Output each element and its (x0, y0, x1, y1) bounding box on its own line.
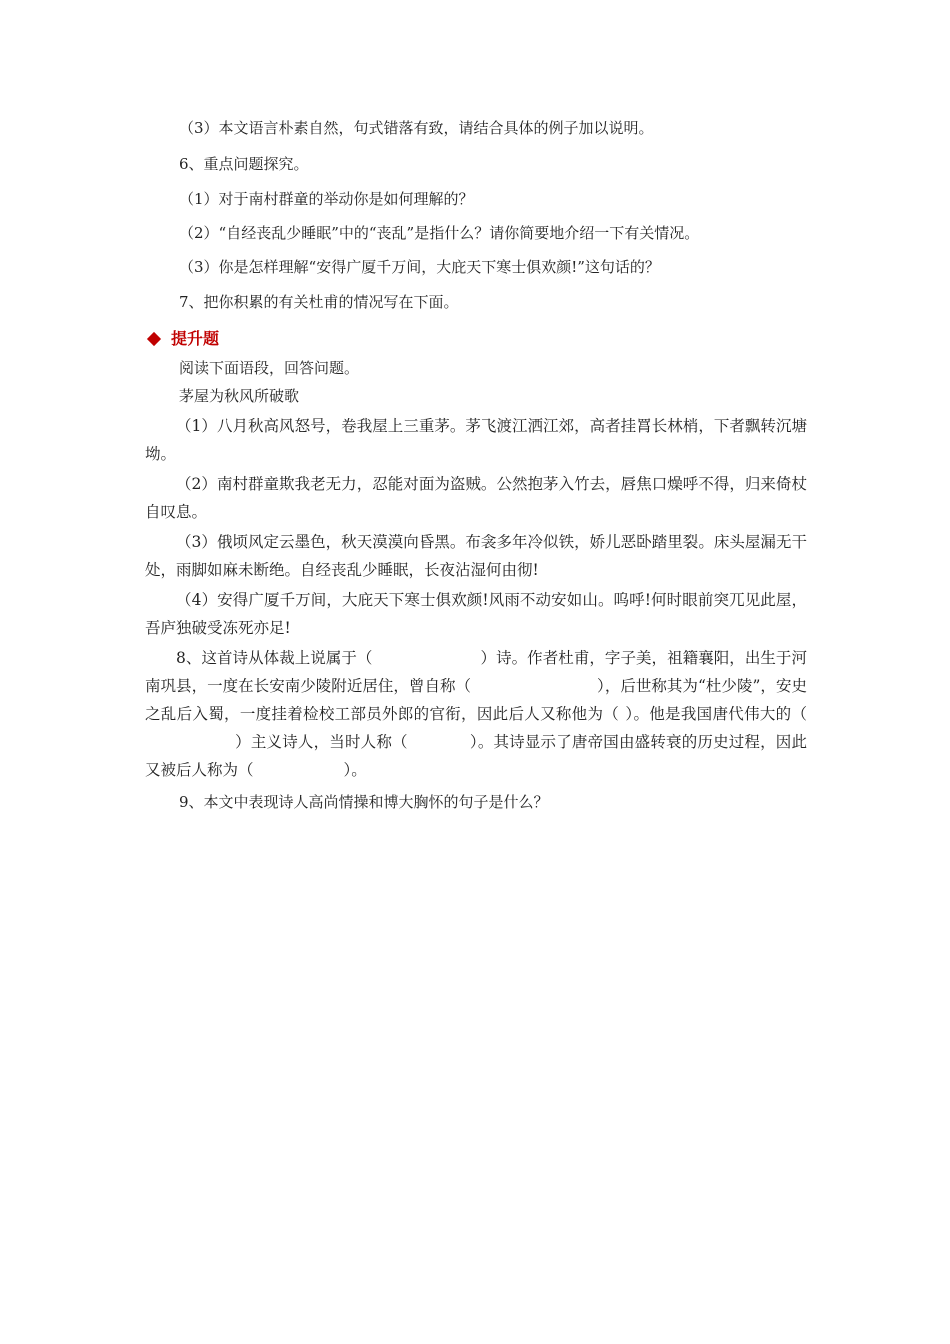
question-8 (145, 644, 807, 784)
question-8-part: ）主义诗人，当时人称（ (235, 733, 408, 751)
question-5-3: （3）本文语言朴素自然，句式错落有致，请结合具体的例子加以说明。 (179, 119, 654, 137)
poem-stanza-3: （3）俄顷风定云墨色，秋天漠漠向昏黑。布衾多年冷似铁，娇儿恶卧踏里裂。床头屋漏无干处，雨脚如麻未断绝。自经丧乱少睡眠，长夜沾湿何由彻! (145, 533, 807, 579)
question-9: 9、本文中表现诗人高尚情操和博大胸怀的句子是什么？ (179, 793, 549, 811)
diamond-bullet-icon (147, 332, 161, 346)
question-7: 7、把你积累的有关杜甫的情况写在下面。 (179, 293, 459, 311)
question-6: 6、重点问题探究。 (179, 155, 309, 173)
reading-instruction: 阅读下面语段，回答问题。 (179, 359, 360, 377)
poem-stanza-1: （1）八月秋高风怒号，卷我屋上三重茅。茅飞渡江洒江郊，高者挂罥长林梢，下者飘转沉塘坳。 (145, 417, 807, 463)
question-8-part: ）诗。作者杜甫，字子美，祖籍襄阳，出生于河南巩县，一度在长安南少陵附近居住，曾自称（ (145, 649, 807, 695)
question-6-3: （3）你是怎样理解“安得广厦千万间，大庇天下寒士俱欢颜!”这句话的？ (179, 258, 660, 276)
section-title: 提升题 (171, 329, 220, 348)
poem-title: 茅屋为秋风所破歌 (179, 387, 300, 405)
question-6-2: （2）“自经丧乱少睡眠”中的“丧乱”是指什么？请你简要地介绍一下有关情况。 (179, 224, 700, 242)
question-8-part: ）。 (343, 761, 367, 779)
question-8-part: ）。其诗显示了唐帝国由盛转衰的历史过程，因此又被后人称为（ (145, 733, 807, 779)
question-6-1: （1）对于南村群童的举动你是如何理解的？ (179, 190, 474, 208)
section-heading (145, 326, 219, 346)
question-8-part: ），后世称其为“杜少陵”，安史之乱后入蜀，一度挂着检校工部员外郎的官衔，因此后人又称他为（ (145, 677, 807, 723)
poem-stanza-4: （4）安得广厦千万间，大庇天下寒士俱欢颜!风雨不动安如山。呜呼!何时眼前突兀见此屋，吾庐独破受冻死亦足! (145, 591, 807, 637)
question-8-part: 8、这首诗从体裁上说属于（ (176, 649, 373, 667)
poem-stanza-2: （2）南村群童欺我老无力，忍能对面为盗贼。公然抱茅入竹去，唇焦口燥呼不得，归来倚杖自叹息。 (145, 475, 807, 521)
question-8-part: ）。他是我国唐代伟大的（ (625, 705, 807, 723)
